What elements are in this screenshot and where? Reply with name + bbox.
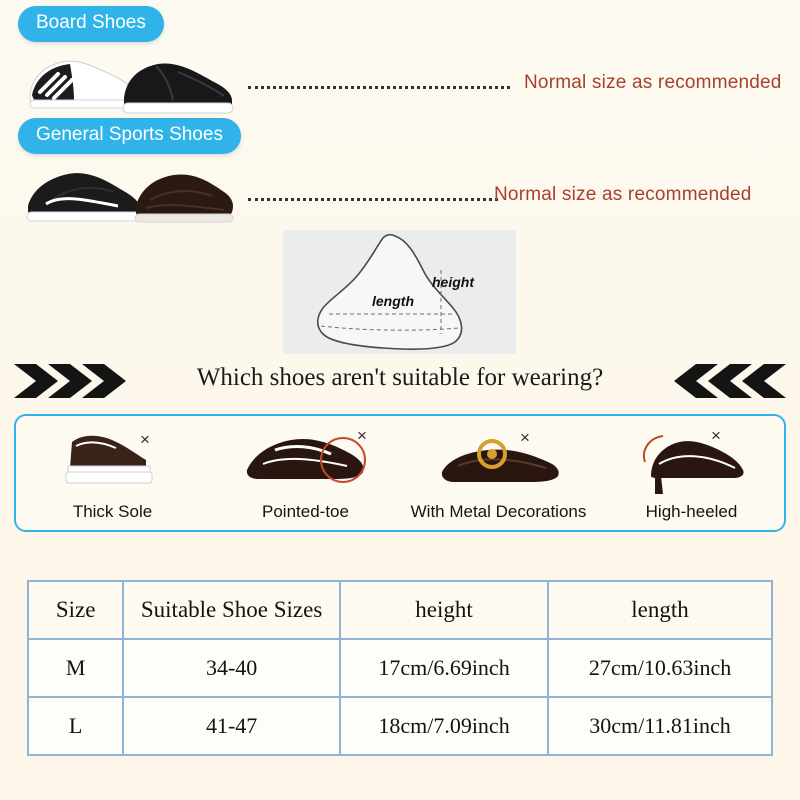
table-row	[28, 639, 772, 697]
table-cell-height-l: 18cm/7.09inch	[340, 697, 548, 755]
cross-mark-pointed-toe: ×	[357, 426, 367, 445]
shoe-cover-diagram	[283, 230, 516, 354]
diagram-length-label: length	[372, 293, 414, 309]
unsuitable-item-pointed-toe	[209, 416, 402, 530]
unsuitable-item-thick-sole	[16, 416, 209, 530]
size-table-section	[0, 550, 800, 800]
dotted-connector-board	[248, 84, 510, 89]
cross-mark-thick-sole: ×	[140, 430, 150, 449]
unsuitable-item-high-heeled	[595, 416, 788, 530]
high-heel-shoe-icon	[625, 424, 755, 496]
unsuitable-label-high-heeled: High-heeled	[645, 502, 738, 521]
pointed-toe-shoe-icon	[235, 424, 375, 494]
unsuitable-shoes-panel	[14, 414, 786, 532]
table-cell-height-m: 17cm/6.69inch	[340, 639, 548, 697]
unsuitable-label-pointed-toe: Pointed-toe	[262, 502, 349, 521]
badge-board-shoes: Board Shoes	[18, 6, 164, 42]
table-header-size: Size	[28, 581, 123, 639]
metal-decoration-shoe-icon	[428, 426, 568, 496]
table-header-row	[28, 581, 772, 639]
chevrons-right	[666, 364, 786, 398]
diagram-height-label: height	[432, 274, 474, 290]
shoe-cover-outline-icon	[283, 230, 516, 354]
table-cell-sizes-l: 41-47	[123, 697, 340, 755]
unsuitable-label-thick-sole: Thick Sole	[72, 502, 153, 521]
table-header-suitable-shoe-sizes: Suitable Shoe Sizes	[123, 581, 340, 639]
table-cell-size-l: L	[28, 697, 123, 755]
dotted-connector-sports	[248, 196, 498, 201]
note-board-shoes: Normal size as recommended	[524, 72, 782, 93]
table-header-height: height	[340, 581, 548, 639]
unsuitable-label-metal-decorations: With Metal Decorations	[410, 502, 587, 521]
unsuitable-item-metal-decorations	[402, 416, 595, 530]
question-text: Which shoes aren't suitable for wearing?	[196, 364, 604, 391]
table-header-length: length	[548, 581, 772, 639]
cross-mark-metal-decorations: ×	[520, 428, 530, 447]
sports-shoe-brown-icon	[128, 162, 240, 232]
table-cell-length-m: 27cm/10.63inch	[548, 639, 772, 697]
table-cell-length-l: 30cm/11.81inch	[548, 697, 772, 755]
table-cell-size-m: M	[28, 639, 123, 697]
board-shoes-images	[22, 48, 252, 120]
cross-mark-high-heeled: ×	[711, 426, 721, 445]
table-cell-sizes-m: 34-40	[123, 639, 340, 697]
size-table	[27, 580, 773, 756]
badge-general-sports-shoes: General Sports Shoes	[18, 118, 241, 154]
sports-shoes-images	[22, 160, 252, 232]
table-row	[28, 697, 772, 755]
note-sports-shoes: Normal size as recommended	[494, 184, 752, 205]
thick-sole-shoe-icon	[50, 426, 170, 496]
board-shoe-black-icon	[118, 52, 238, 122]
